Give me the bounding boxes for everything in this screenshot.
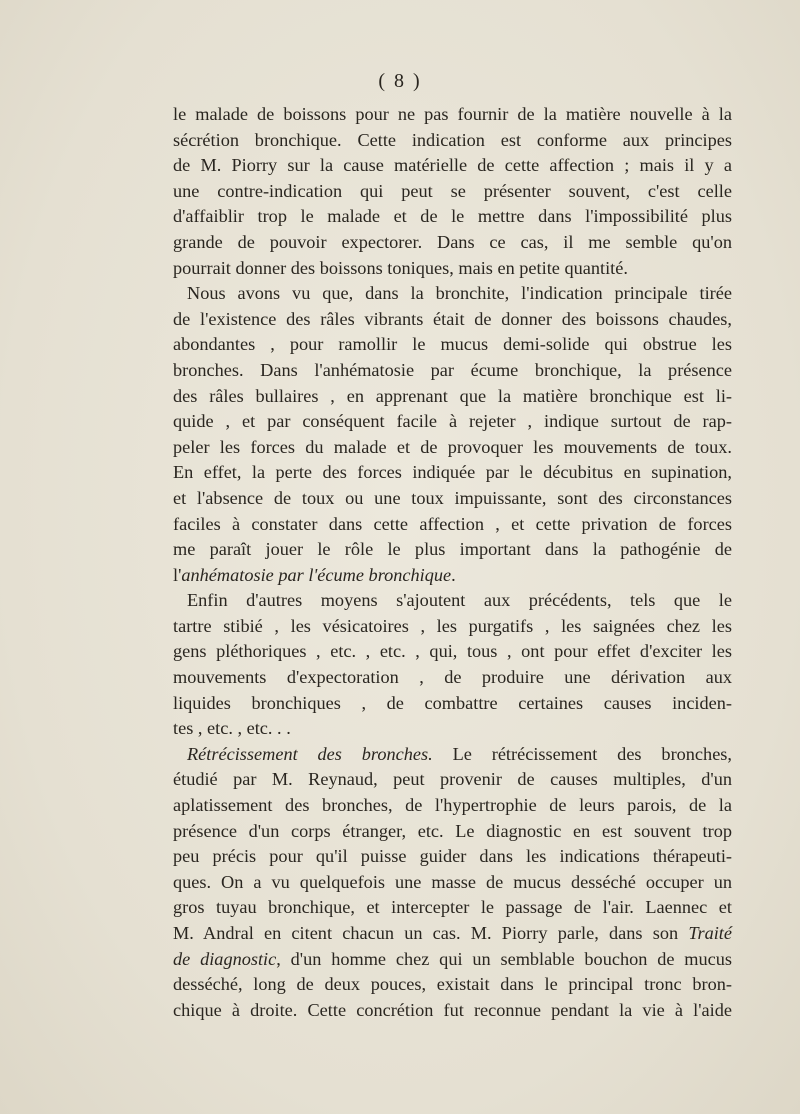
paragraph: [173, 742, 732, 1024]
text-line: bronches. Dans l'anhématosie par écume bronchique, la présence: [173, 359, 732, 380]
text-line: sécrétion bronchique. Cette indication est conforme aux principes: [173, 129, 732, 150]
text-line: gens pléthoriques , etc. , etc. , qui, tous , ont pour effet d'exciter les: [173, 641, 732, 662]
text-line: Enfin d'autres moyens s'ajoutent aux précédents, tels que le: [187, 590, 732, 611]
italic-segment: anhématosie par l'écume bronchique: [181, 564, 452, 585]
text-line: gros tuyau bronchique, et intercepter le passage de l'air. Laennec et: [173, 897, 732, 918]
text-line: En effet, la perte des forces indiquée par le décubitus en supination,: [173, 462, 732, 483]
text-line: tartre stibié , les vésicatoires , les purgatifs , les saignées chez les: [173, 615, 732, 636]
text-line: [173, 947, 732, 973]
text-line: pourrait donner des boissons toniques, mais en petite quantité.: [173, 257, 628, 278]
text-line: de l'existence des râles vibrants était de donner des boissons chaudes,: [173, 308, 732, 329]
text-line: peler les forces du malade et de provoquer les mouvements de toux.: [173, 436, 732, 457]
line-segment: Le rétrécissement des bronches,: [432, 743, 732, 764]
page-number: ( 8 ): [378, 70, 422, 92]
text-line: Nous avons vu que, dans la bronchite, l'indication principale tirée: [187, 283, 732, 304]
text-line: desséché, long de deux pouces, existait dans le principal tronc bron-: [173, 974, 732, 995]
line-segment: .: [451, 564, 456, 585]
text-line: présence d'un corps étranger, etc. Le diagnostic en est souvent trop: [173, 820, 732, 841]
text-line: liquides bronchiques , de combattre certaines causes inciden-: [173, 692, 732, 713]
text-line: une contre-indication qui peut se présenter souvent, c'est celle: [173, 180, 732, 201]
paragraph: [173, 588, 732, 742]
text-line: mouvements d'expectoration , de produire une dérivation aux: [173, 667, 732, 688]
paragraph: [173, 281, 732, 588]
text-line: d'affaiblir trop le malade et de le mettre dans l'impossibilité plus: [173, 206, 732, 227]
italic-segment: de diagnostic: [173, 948, 277, 969]
text-line: et l'absence de toux ou une toux impuissante, sont des circonstances: [173, 487, 732, 508]
text-line: me paraît jouer le rôle le plus important dans la pathogénie de: [173, 539, 732, 560]
line-segment: M. Andral en citent chacun un cas. M. Piorry parle, dans son: [173, 923, 689, 943]
text-line: des râles bullaires , en apprenant que la matière bronchique est li-: [173, 385, 732, 406]
text-line: tes , etc. , etc. . .: [173, 718, 291, 739]
text-line: ques. On a vu quelquefois une masse de mucus desséché occuper un: [173, 871, 732, 892]
italic-segment: Traité: [688, 923, 732, 943]
line-segment: , d'un homme chez qui un semblable bouchon de mucus: [276, 948, 733, 969]
text-line: abondantes , pour ramollir le mucus demi-solide qui obstrue les: [173, 334, 732, 355]
text-line: chique à droite. Cette concrétion fut reconnue pendant la vie à l'aide: [173, 999, 732, 1020]
text-line: peu précis pour qu'il puisse guider dans les indications thérapeuti-: [173, 846, 732, 867]
text-line: [173, 563, 732, 589]
text-line: de M. Piorry sur la cause matérielle de cette affection ; mais il y a: [173, 155, 732, 176]
italic-segment: Rétrécissement des bronches.: [187, 743, 433, 764]
body-text: [173, 102, 732, 1023]
text-line: [173, 742, 732, 768]
text-line: quide , et par conséquent facile à rejeter , indique surtout de rap-: [173, 411, 732, 432]
text-line: grande de pouvoir expectorer. Dans ce cas, il me semble qu'on: [173, 231, 732, 252]
text-line: [173, 921, 732, 947]
paragraph: [173, 102, 732, 281]
line-segment: l': [173, 564, 182, 585]
text-line: faciles à constater dans cette affection , et cette privation de forces: [173, 513, 732, 534]
text-line: le malade de boissons pour ne pas fournir de la matière nouvelle à la: [173, 104, 732, 124]
text-line: aplatissement des bronches, de l'hypertrophie de leurs parois, de la: [173, 795, 732, 816]
text-line: étudié par M. Reynaud, peut provenir de causes multiples, d'un: [173, 769, 732, 790]
